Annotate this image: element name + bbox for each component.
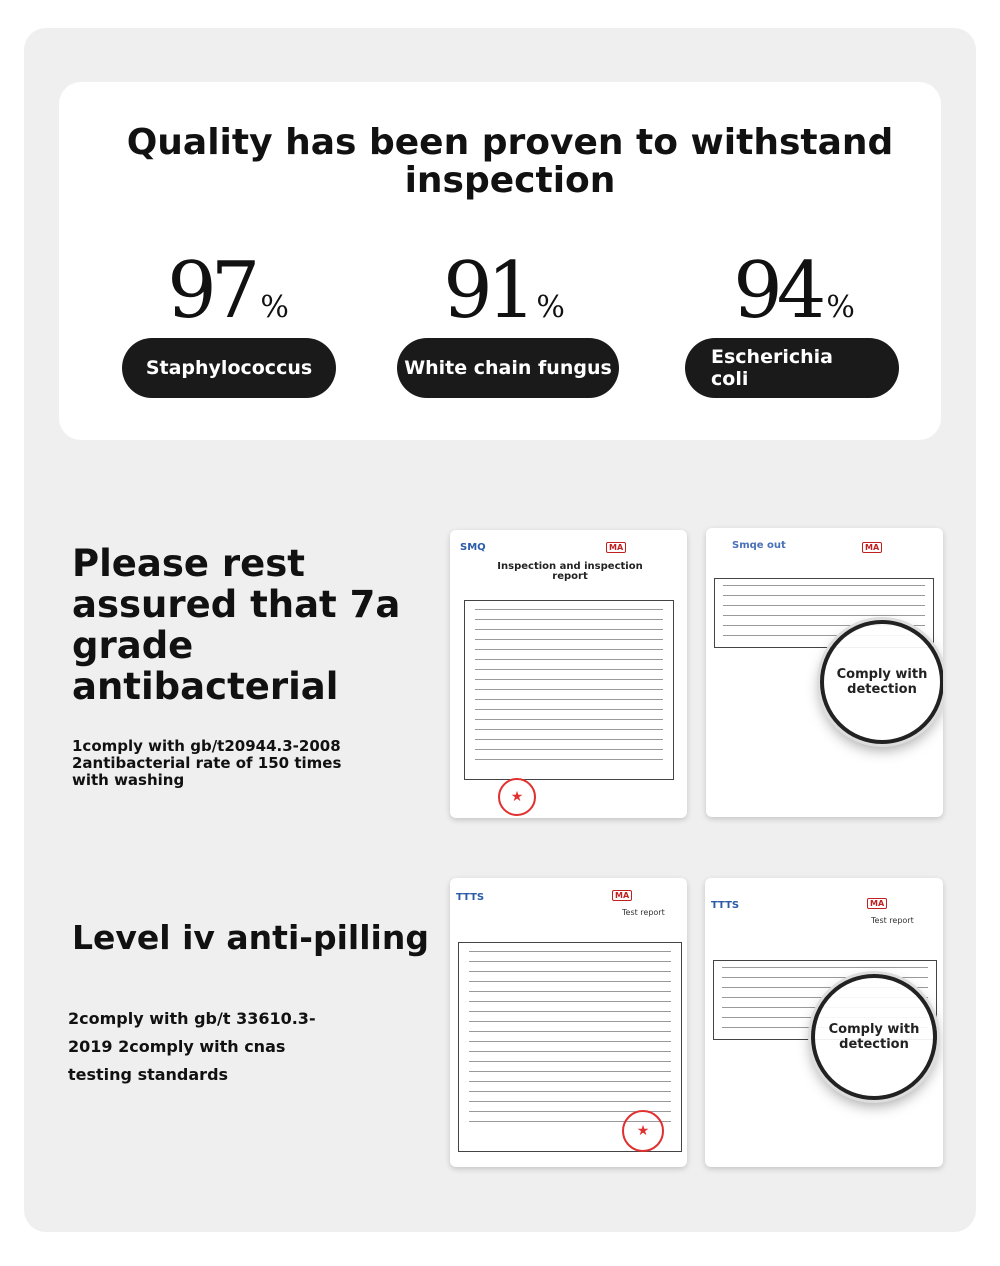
stat-unit: % xyxy=(826,290,855,325)
report-table xyxy=(464,600,674,780)
test-report-image xyxy=(450,878,687,1167)
ma-badge: MA xyxy=(862,542,882,553)
antibacterial-details: 1comply with gb/t20944.3-2008 2antibacterial rate of 150 times with washing xyxy=(72,737,342,789)
stat-white-chain-fungus xyxy=(384,246,624,336)
stat-unit: % xyxy=(536,290,565,325)
lens-label: Comply with detection xyxy=(836,667,928,697)
red-seal xyxy=(622,1110,664,1152)
test-report-image xyxy=(705,878,943,1167)
ttts-logo: TTTS xyxy=(456,892,485,903)
stat-unit: % xyxy=(260,290,289,325)
red-seal xyxy=(498,778,536,816)
page-title: Quality has been proven to withstand inspection xyxy=(126,122,894,201)
stat-value: 97 xyxy=(167,246,255,336)
lens-label: Comply with detection xyxy=(828,1022,920,1052)
smqe-logo: Smqe out xyxy=(732,540,786,551)
pilling-heading: Level iv anti-pilling xyxy=(72,918,429,957)
stat-label-pill xyxy=(397,338,619,398)
antibacterial-heading: Please rest assured that 7a grade antibacterial xyxy=(72,542,401,708)
stat-label: Escherichia coli xyxy=(711,346,833,390)
ttts-logo: TTTS xyxy=(711,900,740,911)
stat-label: Staphylococcus xyxy=(145,357,313,379)
pilling-details: 2comply with gb/t 33610.3-2019 2comply with cnas testing standards xyxy=(68,1009,316,1084)
stat-value: 91 xyxy=(443,246,531,336)
stat-label: White chain fungus xyxy=(404,357,612,379)
ma-badge: MA xyxy=(612,890,632,901)
stat-escherichia-coli xyxy=(674,246,914,336)
stat-label-pill xyxy=(122,338,336,398)
ma-badge: MA xyxy=(606,542,626,553)
report-title: Test report xyxy=(871,916,914,925)
test-report-image xyxy=(706,528,943,817)
magnifier-lens xyxy=(811,974,937,1100)
smq-logo: SMQ xyxy=(460,542,486,553)
stat-label-pill xyxy=(685,338,899,398)
inspection-report-image xyxy=(450,530,687,818)
report-title: Test report xyxy=(622,908,665,917)
ma-badge: MA xyxy=(867,898,887,909)
report-title: Inspection and inspection report xyxy=(497,561,643,582)
stat-staphylococcus xyxy=(108,246,348,336)
magnifier-lens xyxy=(820,620,943,744)
stat-value: 94 xyxy=(733,246,821,336)
